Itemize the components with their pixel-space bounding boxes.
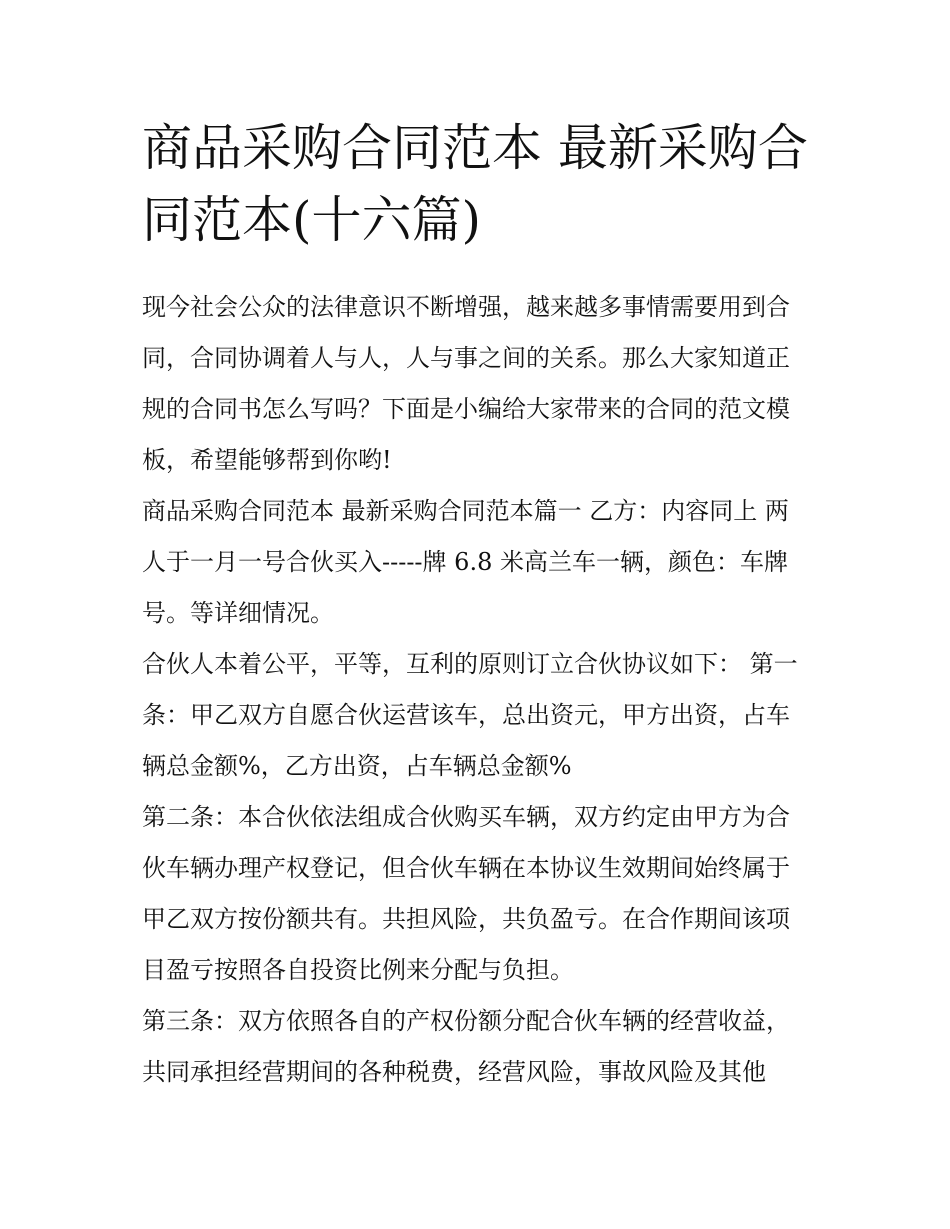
paragraph-contract-one: 商品采购合同范本 最新采购合同范本篇一 乙方：内容同上 两人于一月一号合伙买入-----牌 6.8 米高兰车一辆，颜色：车牌号。等详细情况。 (142, 497, 789, 627)
document-body (142, 282, 812, 1098)
paragraph-intro: 现今社会公众的法律意识不断增强，越来越多事情需要用到合同，合同协调着人与人，人与事之间的关系。那么大家知道正规的合同书怎么写吗？下面是小编给大家带来的合同的范文模板，希望能够帮到你哟! (142, 293, 790, 474)
paragraph-article-three: 第三条：双方依照各自的产权份额分配合伙车辆的经营收益，共同承担经营期间的各种税费，经营风险，事故风险及其他 (142, 1007, 790, 1086)
paragraph-article-one: 合伙人本着公平，平等，互利的原则订立合伙协议如下： 第一条：甲乙双方自愿合伙运营该车，总出资元，甲方出资，占车辆总金额%，乙方出资，占车辆总金额% (142, 650, 798, 780)
paragraph-article-two: 第二条：本合伙依法组成合伙购买车辆，双方约定由甲方为合伙车辆办理产权登记，但合伙车辆在本协议生效期间始终属于甲乙双方按份额共有。共担风险，共负盈亏。在合作期间该项目盈亏按照各自投资比例来分配与负担。 (142, 803, 790, 984)
document-title: 商品采购合同范本 最新采购合同范本(十六篇) (142, 119, 808, 249)
